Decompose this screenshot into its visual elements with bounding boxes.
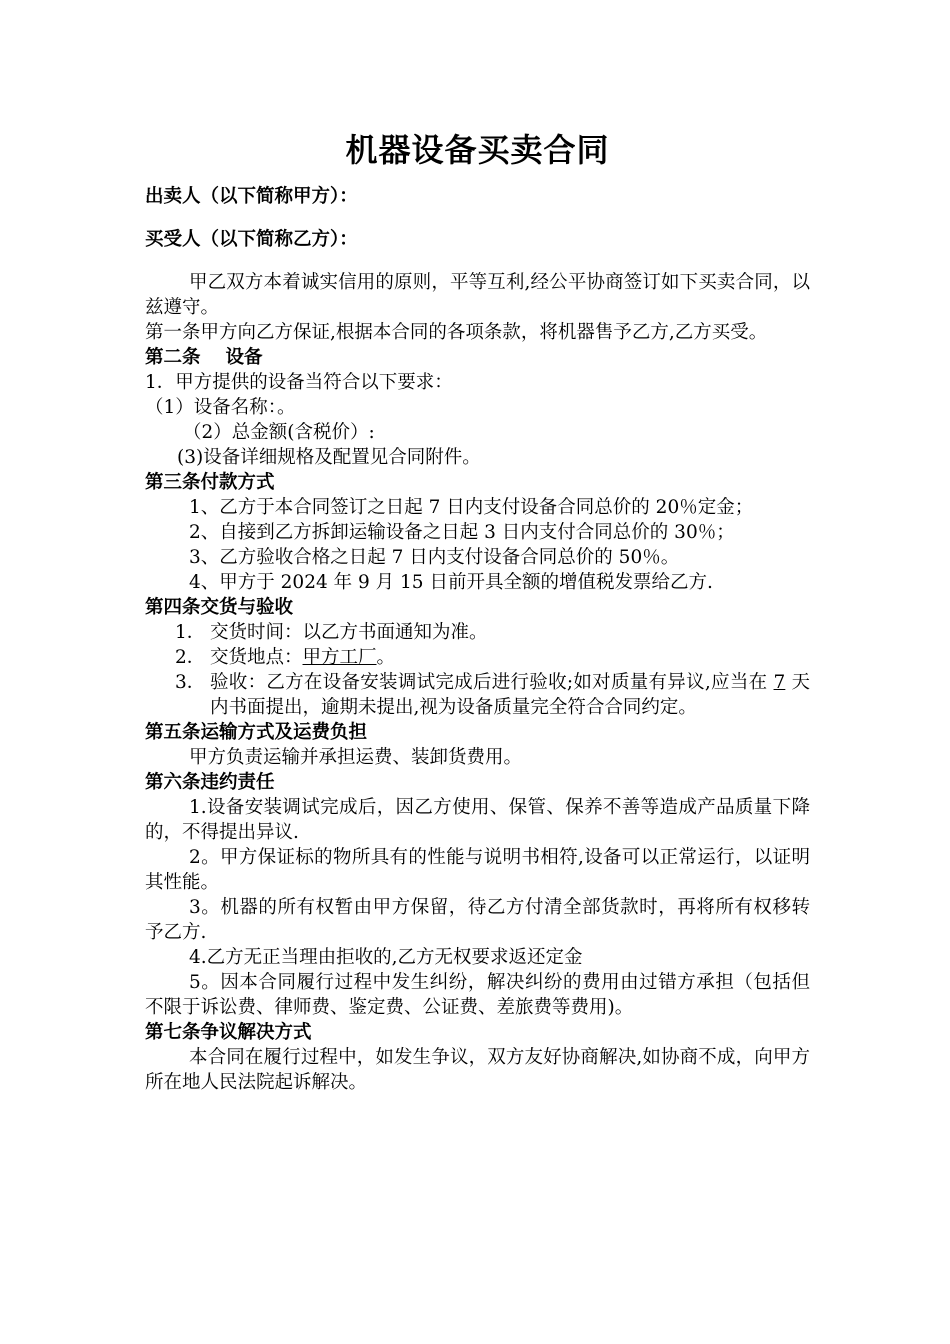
- article-2-line-1: 1．甲方提供的设备当符合以下要求：: [145, 372, 453, 393]
- seller-line: 出卖人（以下简称甲方）：: [145, 186, 358, 207]
- article-1-paragraph: 第一条甲方向乙方保证,根据本合同的各项条款，将机器售予乙方,乙方买受。: [145, 322, 768, 343]
- article-2-line-4: (3)设备详细规格及配置见合同附件。: [177, 447, 481, 468]
- article-7-text: 本合同在履行过程中，如发生争议，双方友好协商解决,如协商不成，向甲方所在地人民法院起诉解决。: [145, 1047, 810, 1093]
- intro-paragraph: 甲乙双方本着诚实信用的原则，平等互利,经公平协商签订如下买卖合同，以兹遵守。: [145, 272, 810, 318]
- article-6-item: 4.乙方无正当理由拒收的,乙方无权要求返还定金: [189, 947, 583, 968]
- list-text: 验收：乙方在设备安装调试完成后进行验收;如对质量有异议,应当在 7 天内书面提出，逾期未提出,视为设备质量完全符合合同约定。: [210, 672, 810, 718]
- article-2-heading: 第二条 设备: [145, 347, 263, 368]
- days-underlined: 7: [773, 672, 786, 693]
- article-6-item: 2。甲方保证标的物所具有的性能与说明书相符,设备可以正常运行，以证明其性能。: [145, 847, 810, 893]
- article-6-item: 1.设备安装调试完成后，因乙方使用、保管、保养不善等造成产品质量下降的，不得提出异议.: [145, 797, 810, 843]
- article-5-text: 甲方负责运输并承担运费、装卸货费用。: [189, 747, 523, 768]
- document-title: 机器设备买卖合同: [345, 131, 610, 169]
- article-4-item: [175, 620, 810, 645]
- article-5-heading: 第五条运输方式及运费负担: [145, 722, 368, 743]
- article-2-line-2: （1）设备名称：。: [145, 397, 296, 418]
- article-7-heading: 第七条争议解决方式: [145, 1022, 312, 1043]
- article-4-list: [145, 620, 810, 720]
- list-number: 3．: [175, 672, 206, 693]
- article-3-item: 3、乙方验收合格之日起 7 日内支付设备合同总价的 50％。: [189, 547, 680, 568]
- list-text: 交货地点：甲方工厂。: [210, 647, 396, 668]
- article-3-heading: 第三条付款方式: [145, 472, 275, 493]
- article-4-heading: 第四条交货与验收: [145, 597, 294, 618]
- article-6-item: 5。因本合同履行过程中发生纠纷，解决纠纷的费用由过错方承担（包括但不限于诉讼费、律师费、鉴定费、公证费、差旅费等费用)。: [145, 972, 810, 1018]
- article-3-item: 1、乙方于本合同签订之日起 7 日内支付设备合同总价的 20％定金；: [189, 497, 754, 518]
- delivery-place-underlined: 甲方工厂: [302, 647, 377, 668]
- article-3-item: 2、自接到乙方拆卸运输设备之日起 3 日内支付合同总价的 30％；: [189, 522, 735, 543]
- article-4-item: [175, 645, 810, 670]
- article-2-line-3: （2）总金额(含税价）:: [183, 422, 375, 443]
- list-number: 1．: [175, 622, 206, 643]
- document-body: [145, 128, 810, 1095]
- article-4-item: [175, 670, 810, 720]
- list-number: 2．: [175, 647, 206, 668]
- article-6-item: 3。机器的所有权暂由甲方保留，待乙方付清全部货款时，再将所有权移转予乙方.: [145, 897, 810, 943]
- list-text: 交货时间：以乙方书面通知为准。: [210, 622, 488, 643]
- article-3-item: 4、甲方于 2024 年 9 月 15 日前开具全额的增值税发票给乙方.: [189, 572, 713, 593]
- buyer-line: 买受人（以下简称乙方）：: [145, 229, 358, 250]
- article-6-heading: 第六条违约责任: [145, 772, 275, 793]
